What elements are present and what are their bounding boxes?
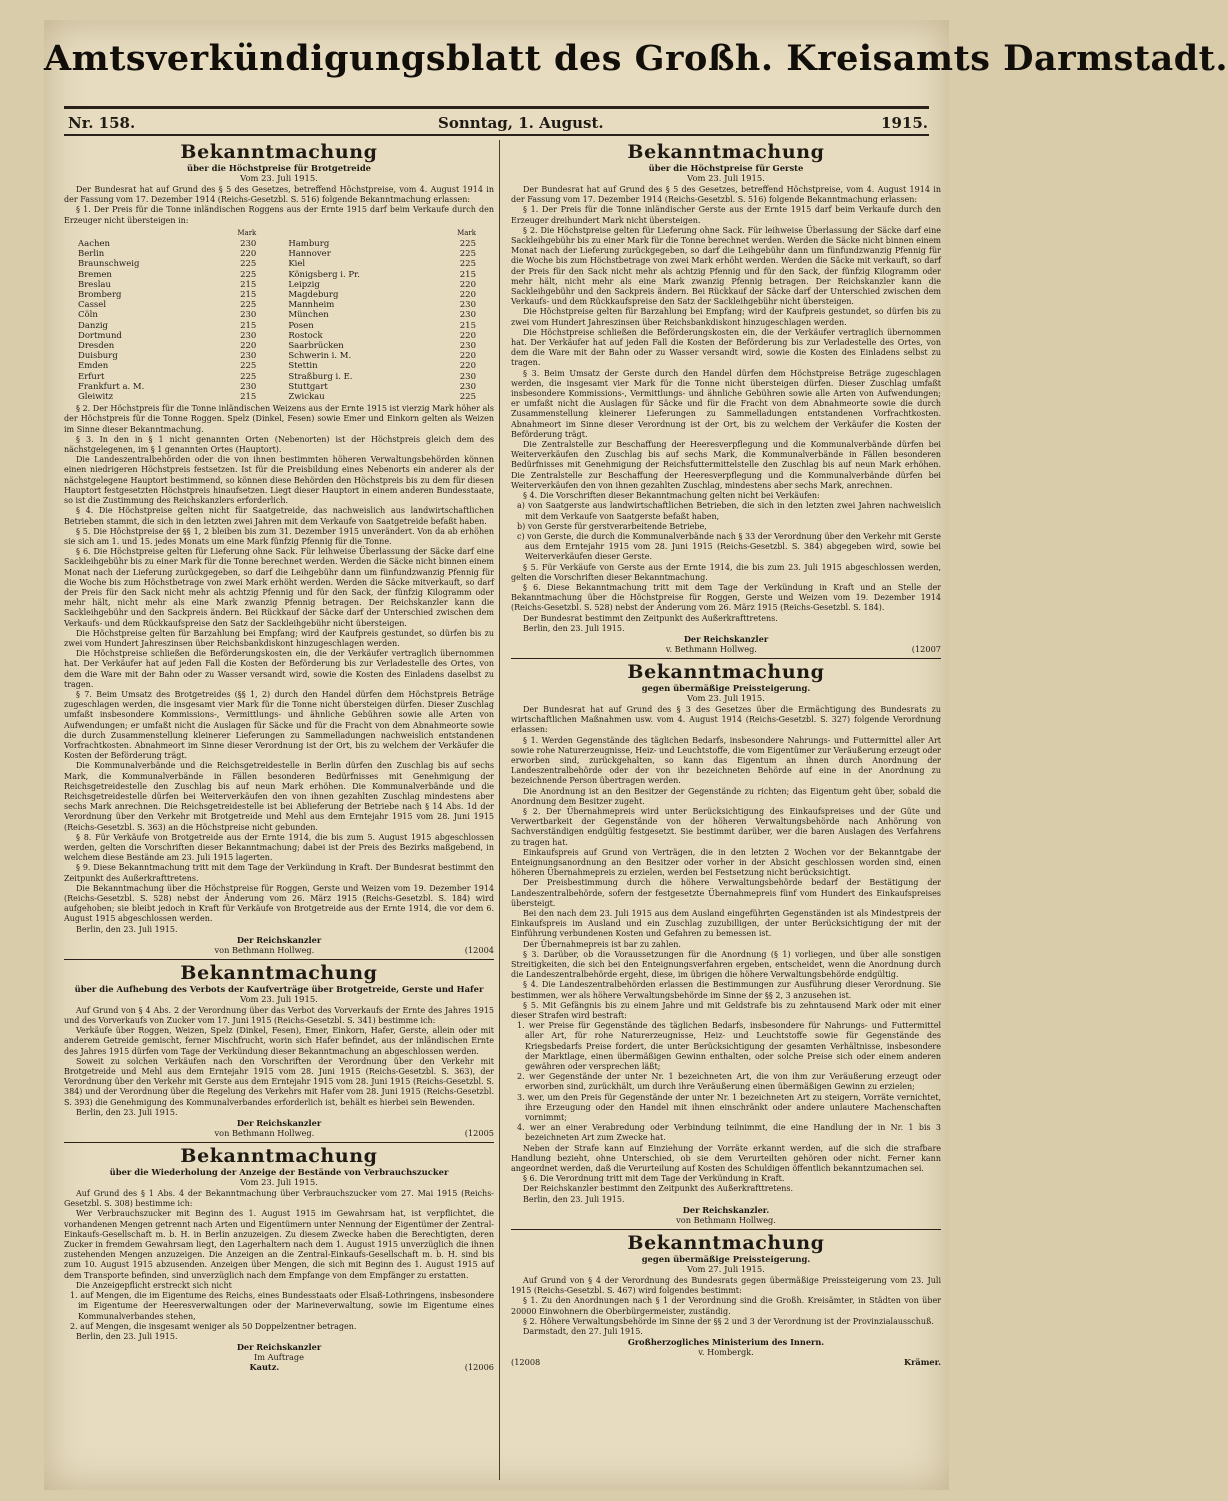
signature-name: Kautz. [249,1362,280,1373]
paragraph: Die Kommunalverbände und die Reichsgetreidestelle in Berlin dürfen den Zuschlag bis auf sechs Mark, die Kommunalverbände in Fällen besonderen Bedürfnisses mit Genehmigung der Reichsgetreidestelle den Zuschlag bis auf neun Mark erhöhen. Die Kommunalverbände und die Reichsgetreidestelle dürfen bei Weiterverkäufen den von ihnen gezahlten Zuschlag mindestens aber sechs Mark anrechnen. Die Reichsgetreidestelle ist bei Ablieferung der Betriebe nach § 14 Abs. 1d der Verordnung über den Verkehr mit Brotgetreide und Mehl aus dem Erntejahr 1915 vom 28. Juni 1915 (Reichs-Gesetzbl. S. 363) an die Höchstpreise nicht gebunden. [64,761,494,832]
paragraph: § 5. Die Höchstpreise der §§ 1, 2 bleiben bis zum 31. Dezember 1915 unverändert. Von da ab erhöhen sie sich am 1. und 15. jedes Monats um eine Mark fünfzig Pfennig für die Tonne. [64,526,494,546]
article-price-gouging-hesse [511,1233,941,1367]
article-subtitle: gegen übermäßige Preissteigerung. [641,1253,811,1264]
price-value: 220 [459,361,476,372]
price-row [64,300,494,310]
paragraph: § 3. Darüber, ob die Voraussetzungen für die Anordnung (§ 1) vorliegen, und über alle sonstigen Streitigkeiten, die sich bei den Enteignungsverfahren ergeben, entscheidet, wenn die Anordnung durch die Landeszentralbehörde ergeht, diese, im übrigen die höhere Verwaltungsbehörde endgültig. [511,949,941,980]
notice-number: (12006 [464,1362,494,1373]
city-name: Straßburg i. E. [288,371,353,382]
list-item: 1. wer Preise für Gegenstände des täglichen Bedarfs, insbesondere für Nahrungs- und Futtermittel aller Art, für rohe Naturerzeugnisse, Heiz- und Leuchtstoffe sowie für Gegenstände des Kriegsbedarfs Preise fordert, die unter Berücksichtigung der gesamten Verhältnisse, insbesondere der Marktlage, einen übermäßigen Gewinn enthalten, oder solche Preise sich oder einem anderen gewähren oder versprechen läßt; [517,1021,941,1072]
signature-name: von Bethmann Hollweg. [214,944,315,955]
list-item: 2. wer Gegenstände der unter Nr. 1 bezeichneten Art, die von ihm zur Veräußerung erzeugt oder erworben sind, zurückhält, um durch ihre Veräußerung einen übermäßigen Gewinn zu erzielen; [517,1072,941,1092]
price-value: 220 [459,279,476,290]
paragraph: § 7. Beim Umsatz des Brotgetreides (§§ 1, 2) durch den Handel dürfen dem Höchstpreis Beträge zugeschlagen werden, die insgesamt vier Mark für die Tonne nicht übersteigen dürfen. Dieser Zuschlag umfaßt insbesondere Kommissions-, Vermittlungs- und ähnliche Gebühren sowie alle Arten von Aufwendungen; er umfaßt nicht die Auslagen für Säcke und für die Fracht von dem Abnahmeorte sowie die durch Zusammenstellung kleinerer Lieferungen zu Sammelladungen nachweislich entstandenen Vorfrachtkosten. Abnahmeort im Sinne dieser Verordnung ist der Ort, bis zu welchem der Verkäufer die Kosten der Beförderung trägt. [64,689,494,761]
article-title: Bekanntmachung [627,1231,825,1254]
price-value: 225 [240,361,257,372]
article-subtitle: über die Aufhebung des Verbots der Kaufverträge über Brotgetreide, Gerste und Hafer [74,983,484,994]
price-value: 225 [459,392,476,403]
paragraph: § 1. Zu den Anordnungen nach § 1 der Verordnung sind die Großh. Kreisämter, in Städten von über 20000 Einwohnern die Oberbürgermeister, zuständig. [511,1296,941,1316]
city-name: Braunschweig [78,259,140,270]
article-separator [511,658,941,659]
paragraph: § 1. Der Preis für die Tonne inländischen Roggens aus der Ernte 1915 darf beim Verkaufe durch den Erzeuger nicht übersteigen in: [64,205,494,225]
article-price-gouging [511,662,941,1225]
paragraph: Die Höchstpreise schließen die Beförderungskosten ein, die der Verkäufer vertraglich übernommen hat. Der Verkäufer hat auf jeden Fall die Kosten der Beförderung bis zur Verladestelle des Ortes, von dem die Ware mit der Bahn oder zu Wasser versandt wird, sowie die Kosten des Einladens daselbst zu tragen. [64,649,494,689]
price-value: 215 [459,269,476,280]
paragraph: § 2. Die Höchstpreise gelten für Lieferung ohne Sack. Für leihweise Überlassung der Säcke darf eine Sackleihgebühr bis zu einer Mark für die Tonne berechnet werden. Werden die Säcke nicht binnen einem Monat nach der Lieferung zurückgegeben, so darf die Leihgebühr dann um fünfundzwanzig Pfennig für die Woche bis zum Höchstbetrage von zwei Mark erhöht werden. Werden die Säcke mit verkauft, so darf der Preis für den Sack nicht mehr als achtzig Pfennig und für den Sack, der fünfzig Kilogramm oder mehr hält, nicht mehr als eine Mark zwanzig Pfennig betragen. Der Reichskanzler kann die Sackleihgebühr und den Sackpreis ändern. Bei Rückkauf der Säcke darf der Unterschied zwischen dem Verkaufs- und dem Rückkaufspreise den Satz der Sackleihgebühr nicht übersteigen. [511,225,941,307]
city-name: Bromberg [78,290,122,301]
signature-row [511,1357,941,1367]
city-name: Stuttgart [288,381,328,392]
price-value: 220 [459,330,476,341]
price-value: 225 [459,249,476,260]
paragraph: Auf Grund von § 4 der Verordnung des Bundesrats gegen übermäßige Preissteigerung vom 23. Juli 1915 (Reichs-Gesetzbl. S. 467) wird folgendes bestimmt: [511,1275,941,1296]
paragraph: § 3. Beim Umsatz der Gerste durch den Handel dürfen dem Höchstpreise Beträge zugeschlagen werden, die insgesamt vier Mark für die Tonne nicht übersteigen dürfen. Dieser Zuschlag umfaßt insbesondere Kommissions-, Vermittlungs- und ähnliche Gebühren sowie alle Arten von Aufwendungen; er umfaßt nicht die Auslagen für Säcke und für die Fracht von dem Abnahmeorte sowie die durch Zusammenstellung kleinerer Lieferungen zu Sammelladungen entstandenen Vorfrachtkosten. Abnahmeort im Sinne dieser Verordnung ist der Ort, bis zu welchem der Verkäufer die Kosten der Beförderung trägt. [511,368,941,439]
paragraph: § 1. Werden Gegenstände des täglichen Bedarfs, insbesondere Nahrungs- und Futtermittel aller Art sowie rohe Naturerzeugnisse, Heiz- und Leuchtstoffe, die vom Eigentümer zur Veräußerung erzeugt oder erworben sind, zurückgehalten, so kann das Eigentum an ihnen durch Anordnung der Landeszentralbehörde oder der von ihr bezeichneten Behörde auf eine in der Anordnung zu bezeichnende Person übertragen werden. [511,735,941,786]
place-date: Berlin, den 23. Juli 1915. [523,623,625,633]
paragraph: § 3. In den in § 1 nicht genannten Orten (Nebenorten) ist der Höchstpreis gleich dem des nächstgelegenen, im § 1 genannten Ortes (Hauptort). [64,434,494,455]
place-date: Darmstadt, den 27. Juli 1915. [523,1326,643,1336]
city-name: Gleiwitz [78,392,114,403]
city-name: Mannheim [288,300,335,311]
price-value: 220 [459,351,476,362]
article-subtitle: über die Wiederholung der Anzeige der Bestände von Verbrauchszucker [109,1167,449,1178]
signature-name: von Bethmann Hollweg. [214,1128,315,1139]
mark-header: Mark [237,228,257,237]
list-item: 1. auf Mengen, die im Eigentume des Reichs, eines Bundesstaats oder Elsaß-Lothringens, insbesondere im Eigentume der Heeresverwaltungen oder der Marineverwaltung, sowie im Eigentume eines Kommunalverbandes stehen, [70,1291,494,1321]
article-grain-prices [64,142,494,955]
price-value: 230 [459,341,476,352]
signature-name: von Bethmann Hollweg. [676,1214,776,1225]
paragraph: § 5. Mit Gefängnis bis zu einem Jahre und mit Geldstrafe bis zu zehntausend Mark oder mit einer dieser Strafen wird bestraft: [511,1000,941,1021]
article-title: Bekanntmachung [180,961,378,984]
city-name: Magdeburg [288,290,339,301]
price-row [64,321,494,331]
notice-number: (12008 [511,1357,541,1368]
list-item: b) von Gerste für gerstverarbeitende Betriebe, [517,521,707,531]
city-name: Aachen [78,239,110,250]
price-row [64,341,494,351]
paragraph: § 2. Höhere Verwaltungsbehörde im Sinne der §§ 2 und 3 der Verordnung ist der Provinzialausschuß. [523,1316,934,1326]
paragraph: Der Reichskanzler bestimmt den Zeitpunkt des Außerkrafttretens. [523,1184,794,1194]
article-date: Vom 23. Juli 1915. [240,173,318,183]
paragraph: Auf Grund des § 1 Abs. 4 der Bekanntmachung über Verbrauchszucker vom 27. Mai 1915 (Reichs-Gesetzbl. S. 308) bestimme ich: [64,1189,494,1209]
place-date: Berlin, den 23. Juli 1915. [76,1107,178,1117]
list-item: 3. wer, um den Preis für Gegenstände der unter Nr. 1 bezeichneten Art zu steigern, Vorräte vernichtet, ihre Erzeugung oder den Handel mit ihnen einschränkt oder andere unlautere Machenschaften vornimmt; [517,1092,941,1123]
left-column [64,140,494,1485]
city-name: Danzig [78,320,108,331]
price-row [64,331,494,341]
price-value: 230 [240,310,257,321]
article-barley-prices [511,142,941,654]
city-name: Berlin [78,249,105,260]
price-row [64,270,494,280]
price-value: 225 [459,259,476,270]
paragraph: § 6. Die Verordnung tritt mit dem Tage der Verkündung in Kraft. [523,1174,785,1184]
article-separator [511,1229,941,1230]
article-purchase-ban [64,963,494,1138]
place-date: Berlin, den 23. Juli 1915. [76,1331,178,1341]
paragraph: § 8. Für Verkäufe von Brotgetreide aus der Ernte 1914, die bis zum 5. August 1915 abgeschlossen werden, gelten die Vorschriften dieser Bekanntmachung; dabei ist der Preis des Bezirks maßgebend, in welchem diese Bestände am 23. Juli 1915 lagerten. [64,832,494,863]
paragraph: § 6. Diese Bekanntmachung tritt mit dem Tage der Verkündung in Kraft und an Stelle der Bekanntmachung über die Höchstpreise für Roggen, Gerste und Weizen vom 19. Dezember 1914 (Reichs-Gesetzbl. S. 528) nebst der Änderung vom 26. März 1915 (Reichs-Gesetzbl. S. 184). [511,582,941,613]
paragraph: Die Höchstpreise gelten für Barzahlung bei Empfang; wird der Kaufpreis gestundet, so dürfen bis zu zwei vom Hundert Jahreszinsen über Reichsbankdiskont hinzugeschlagen werden. [64,628,494,648]
paragraph: Die Landeszentralbehörden oder die von ihnen bestimmten höheren Verwaltungsbehörden können einen niedrigeren Höchstpreis festsetzen. Ist für die Preisbildung eines Nebenorts ein anderer als der nächstgelegene Hauptort bestimmend, so können diese Behörden den Höchstpreis bis zu dem für diesen Hauptort festgesetzten Höchstpreis hinaufsetzen. Liegt dieser Hauptort in einem anderen Bundesstaate, so ist die Zustimmung des Reichskanzlers erforderlich. [64,455,494,506]
price-value: 215 [459,320,476,331]
list-item: 4. wer an einer Verabredung oder Verbindung teilnimmt, die eine Handlung der in Nr. 1 bis 3 bezeichneten Art zum Zwecke hat. [517,1123,941,1143]
notice-number: (12005 [464,1128,494,1139]
city-name: Frankfurt a. M. [78,381,145,392]
city-name: Saarbrücken [288,341,344,352]
price-value: 225 [240,259,257,270]
signature-row [64,1362,494,1372]
article-title: Bekanntmachung [180,141,378,163]
price-value: 215 [240,279,257,290]
price-value: 230 [459,381,476,392]
price-value: 230 [459,310,476,321]
paragraph: Der Bundesrat hat auf Grund des § 3 des Gesetzes über die Ermächtigung des Bundesrats zu wirtschaftlichen Maßnahmen usw. vom 4. August 1914 (Reichs-Gesetzbl. S. 327) folgende Verordnung erlassen: [511,704,941,735]
paragraph: Auf Grund von § 4 Abs. 2 der Verordnung über das Verbot des Vorverkaufs der Ernte des Jahres 1915 und des Vorverkaufs von Zucker vom 17. Juni 1915 (Reichs-Gesetzbl. S. 341) bestimme ich: [64,1005,494,1026]
price-row [64,280,494,290]
article-subtitle: über die Höchstpreise für Brotgetreide [186,163,372,173]
paragraph: Bei den nach dem 23. Juli 1915 aus dem Ausland eingeführten Gegenständen ist als Mindestpreis der Einkaufspreis im Ausland und ein Zuschlag zuzubilligen, der unter Berücksichtigung der mit der Einführung verbundenen Kosten und Gefahren zu bemessen ist. [511,909,941,939]
column-divider [499,140,500,1480]
price-row [64,382,494,392]
paragraph: Die Zentralstelle zur Beschaffung der Heeresverpflegung und die Kommunalverbände dürfen bei Weiterverkäufen den Zuschlag bis auf sechs Mark, die Kommunalverbände in Fällen besonderen Bedürfnisses mit Genehmigung der Reichsfuttermittelstelle den Zuschlag bis auf neun Mark erhöhen. Die Zentralstelle zur Beschaffung der Heeresverpflegung und die Kommunalverbände dürfen bei Weiterverkäufen den von ihnen gezahlten Zuschlag, mindestens aber sechs Mark, anrechnen. [511,440,941,490]
price-value: 220 [240,249,257,260]
signature-name: v. Bethmann Hollweg. [665,643,757,654]
right-column [511,140,941,1485]
signature-row [64,1128,494,1138]
city-name: Duisburg [78,351,118,362]
paragraph: Der Bundesrat hat auf Grund des § 5 des Gesetzes, betreffend Höchstpreise, vom 4. August 1914 in der Fassung vom 17. Dezember 1914 (Reichs-Gesetzbl. S. 516) folgende Bekanntmachung erlassen: [511,185,941,205]
newspaper-page [44,20,1228,1490]
signature-title: Der Reichskanzler [236,1342,322,1353]
price-value: 230 [240,351,257,362]
masthead: Amtsverkündigungsblatt des Großh. Kreisamts Darmstadt. [44,38,1228,79]
paragraph: § 4. Die Vorschriften dieser Bekanntmachung gelten nicht bei Verkäufen: [523,491,820,501]
price-value: 220 [459,290,476,301]
city-name: München [288,310,329,321]
paragraph: Die Höchstpreise schließen die Beförderungskosten ein, die der Verkäufer vertraglich übernommen hat. Der Verkäufer hat auf jeden Fall die Kosten der Beförderung bis zur Verladestelle des Ortes, von dem die Ware mit der Bahn oder zu Wasser versandt wird, sowie die Kosten des Einladens selbst zu tragen. [511,327,941,368]
city-name: Rostock [288,330,323,341]
article-date: Vom 23. Juli 1915. [687,173,765,183]
article-date: Vom 27. Juli 1915. [687,1263,765,1274]
price-row [64,259,494,269]
signature-title: Der Reichskanzler [236,1118,322,1129]
price-value: 225 [459,239,476,250]
price-row [64,372,494,382]
paragraph: § 4. Die Höchstpreise gelten nicht für Saatgetreide, das nachweislich aus landwirtschaftlichen Betrieben stammt, die sich in den letzten zwei Jahren mit dem Verkaufe von Saatgetreide befaßt haben. [64,506,494,526]
price-value: 215 [240,392,257,403]
paragraph: Der Übernahmepreis ist bar zu zahlen. [523,939,681,949]
price-value: 230 [459,371,476,382]
paragraph: Verkäufe über Roggen, Weizen, Spelz (Dinkel, Fesen), Emer, Einkorn, Hafer, Gerste, allein oder mit anderem Getreide gemischt, ferner Mischfrucht, worin sich Hafer befindet, aus der inländischen Ernte des Jahres 1915 dürfen vom Tage der Verkündung dieser Bekanntmachung an abgeschlossen werden. [64,1026,494,1056]
list-item: c) von Gerste, die durch die Kommunalverbände nach § 33 der Verordnung über den Verkehr mit Gerste aus dem Erntejahr 1915 vom 28. Juni 1915 (Reichs-Gesetzbl. S. 384) abgegeben wird, sowie bei Weiterverkäufen dieser Gerste. [517,531,941,562]
price-row [64,310,494,320]
city-name: Kiel [288,259,306,270]
signature-countersign: Krämer. [903,1357,941,1368]
article-date: Vom 23. Juli 1915. [240,1177,318,1188]
article-separator [64,1142,494,1143]
price-value: 225 [240,300,257,311]
place-date: Berlin, den 23. Juli 1915. [523,1194,625,1204]
signature-title: Der Reichskanzler [683,633,769,644]
signature-name: v. Hombergk. [698,1347,754,1358]
signature-row [64,945,494,955]
city-name: Zwickau [288,392,325,403]
paragraph: Wer Verbrauchszucker mit Beginn des 1. August 1915 im Gewahrsam hat, ist verpflichtet, die vorhandenen Mengen getrennt nach Arten und Eigentümern unter Nennung der Eigentümer der Zentral-Einkaufs-Gesellschaft m. b. H. in Berlin anzuzeigen. Zu diesem Zwecke haben die Berechtigten, deren Zucker in fremdem Gewahrsam liegt, den Lagerhaltern nach dem 1. August 1915 unverzüglich die ihnen zustehenden Mengen anzuzeigen. Die Anzeigen an die Zentral-Einkaufs-Gesellschaft m. b. H. sind bis zum 10. August 1915 abzusenden. Anzeigen über Mengen, die sich mit Beginn des 1. August 1915 auf dem Transporte befinden, sind unverzüglich nach dem Empfange von dem Empfänger zu erstatten. [64,1209,494,1280]
price-value: 220 [240,341,257,352]
paragraph: Die Bekanntmachung über die Höchstpreise für Roggen, Gerste und Weizen vom 19. Dezember 1914 (Reichs-Gesetzbl. S. 528) nebst der Änderung vom 26. März 1915 (Reichs-Gesetzbl. S. 184) wird aufgehoben; sie bleibt jedoch in Kraft für Verkäufe von Brotgetreide aus der Ernte 1914, die vor dem 6. August 1915 abgeschlossen werden. [64,883,494,924]
signature-title: Der Reichskanzler [236,934,322,945]
signature-row [511,644,941,654]
price-row [64,392,494,402]
article-subtitle: gegen übermäßige Preissteigerung. [641,682,811,693]
mark-header: Mark [457,228,476,237]
city-name: Stettin [288,361,318,372]
price-value: 230 [240,330,257,341]
paragraph: Neben der Strafe kann auf Einziehung der Vorräte erkannt werden, auf die sich die strafbare Handlung bezieht, ohne Unterschied, ob sie dem Verurteilten gehören oder nicht. Ferner kann angeordnet werden, daß die Verurteilung auf Kosten des Schuldigen öffentlich bekanntzumachen sei. [511,1143,941,1174]
city-name: Cöln [78,310,98,321]
price-row [64,239,494,249]
article-date: Vom 23. Juli 1915. [687,692,765,703]
notice-number: (12004 [464,944,494,955]
paragraph: Der Bundesrat hat auf Grund des § 5 des Gesetzes, betreffend Höchstpreise, vom 4. August 1914 in der Fassung vom 17. Dezember 1914 (Reichs-Gesetzbl. S. 516) folgende Bekanntmachung erlassen: [64,185,494,205]
article-title: Bekanntmachung [627,141,825,163]
article-title: Bekanntmachung [180,1145,378,1168]
price-row [64,361,494,371]
price-row [64,351,494,361]
dateline-rule [64,134,929,136]
paragraph: Die Anzeigepflicht erstreckt sich nicht [76,1280,232,1290]
price-value: 225 [240,269,257,280]
city-name: Dresden [78,341,115,352]
article-date: Vom 23. Juli 1915. [240,993,318,1004]
paragraph: Soweit zu solchen Verkäufen nach den Vorschriften der Verordnung über den Verkehr mit Brotgetreide und Mehl aus dem Erntejahr 1915 vom 28. Juni 1915 (Reichs-Gesetzbl. S. 363), der Verordnung über den Verkehr mit Gerste aus dem Erntejahr 1915 vom 28. Juni 1915 (Reichs-Gesetzbl. S. 384) und der Verordnung über die Regelung des Verkehrs mit Hafer vom 28. Juni 1915 (Reichs-Gesetzbl. S. 393) die Genehmigung des Kommunalverbandes erforderlich ist, behält es hierbei sein Bewenden. [64,1056,494,1107]
paragraph: Die Anordnung ist an den Besitzer der Gegenstände zu richten; das Eigentum geht über, sobald die Anordnung dem Besitzer zugeht. [511,786,941,806]
city-name: Hannover [288,249,331,260]
city-name: Emden [78,361,109,372]
paragraph: Der Bundesrat bestimmt den Zeitpunkt des Außerkrafttretens. [523,613,778,623]
article-separator [64,959,494,960]
price-value: 230 [240,381,257,392]
paragraph: Die Höchstpreise gelten für Barzahlung bei Empfang; wird der Kaufpreis gestundet, so dürfen bis zu zwei vom Hundert Jahreszinsen über Reichsbankdiskont hinzugeschlagen werden. [511,307,941,327]
article-sugar-stocks [64,1146,494,1372]
city-name: Königsberg i. Pr. [288,269,360,280]
price-row [64,290,494,300]
paragraph: Einkaufspreis auf Grund von Verträgen, die in den letzten 2 Wochen vor der Bekanntgabe der Enteignungsanordnung an den Besitzer oder vorher in der Absicht geschlossen worden sind, einen höheren Übernahmepreis zu erzielen, werden bei Festsetzung nicht berücksichtigt. [511,847,941,878]
signature-subtitle: Im Auftrage [254,1352,304,1363]
city-name: Hamburg [288,239,330,250]
dateline [68,114,928,134]
article-title: Bekanntmachung [627,660,825,683]
issue-date: Sonntag, 1. August. [438,114,604,132]
paragraph: Der Preisbestimmung durch die höhere Verwaltungsbehörde bedarf der Bestätigung der Landeszentralbehörde, sofern der festgesetzte Übernahmepreis fünf vom Hundert des Einkaufspreises übersteigt. [511,878,941,908]
paragraph: § 6. Die Höchstpreise gelten für Lieferung ohne Sack. Für leihweise Überlassung der Säcke darf eine Sackleihgebühr bis zu einer Mark für die Tonne berechnet werden. Werden die Säcke nicht binnen einem Monat nach der Lieferung zurückgegeben, so darf die Leihgebühr dann um fünfundzwanzig Pfennig für die Woche bis zum Höchstbetrage von zwei Mark erhöht werden. Werden die Säcke mitverkauft, so darf der Preis für den Sack nicht mehr als achtzig Pfennig und für den Sack, der fünfzig Kilogramm oder mehr hält, nicht mehr als eine Mark zwanzig Pfennig betragen. Der Reichskanzler kann die Sackleihgebühr und den Sackpreis ändern. Bei Rückkauf der Säcke darf der Unterschied zwischen dem Verkaufs- und dem Rückkaufspreise den Satz der Sackleihgebühr nicht übersteigen. [64,547,494,628]
city-name: Dortmund [78,330,122,341]
price-value: 230 [240,239,257,250]
city-name: Leipzig [288,279,320,290]
signature-title: Großherzogliches Ministerium des Innern. [627,1337,825,1348]
paragraph: § 2. Der Höchstpreis für die Tonne inländischen Weizens aus der Ernte 1915 ist vierzig Mark höher als der Höchstpreis für die Tonne Roggen. Spelz (Dinkel, Fesen) sowie Emer und Einkorn gelten als Weizen im Sinne dieser Bekanntmachung. [64,404,494,434]
city-name: Schwerin i. M. [288,351,352,362]
price-value: 225 [240,371,257,382]
city-name: Bremen [78,269,112,280]
notice-number: (12007 [911,643,941,654]
issue-year: 1915. [881,114,928,132]
city-name: Cassel [78,300,107,311]
price-value: 215 [240,320,257,331]
paragraph: § 5. Für Verkäufe von Gerste aus der Ernte 1914, die bis zum 23. Juli 1915 abgeschlossen werden, gelten die Vorschriften dieser Bekanntmachung. [511,562,941,582]
price-row [64,249,494,259]
price-table [64,227,494,402]
paragraph: § 2. Der Übernahmepreis wird unter Berücksichtigung des Einkaufspreises und der Güte und Verwertbarkeit der Gegenstände von der höheren Verwaltungsbehörde nach Anhörung von Sachverständigen endgültig festgesetzt. Sie bestimmt darüber, wer die baren Auslagen des Verfahrens zu tragen hat. [511,806,941,847]
city-name: Posen [288,320,314,331]
list-item: 2. auf Mengen, die insgesamt weniger als 50 Doppelzentner betragen. [70,1321,357,1331]
price-value: 230 [459,300,476,311]
paragraph: § 1. Der Preis für die Tonne inländischer Gerste aus der Ernte 1915 darf beim Verkaufe durch den Erzeuger dreihundert Mark nicht übersteigen. [511,205,941,225]
city-name: Breslau [78,279,111,290]
list-item: a) von Saatgerste aus landwirtschaftlichen Betrieben, die sich in den letzten zwei Jahren nachweislich mit dem Verkaufe von Saatgerste befaßt haben, [517,501,941,521]
signature-title: Der Reichskanzler. [682,1204,770,1215]
masthead-rule [64,106,929,109]
city-name: Erfurt [78,371,105,382]
article-subtitle: über die Höchstpreise für Gerste [648,163,804,173]
issue-number: Nr. 158. [68,114,136,132]
paragraph: § 9. Diese Bekanntmachung tritt mit dem Tage der Verkündung in Kraft. Der Bundesrat bestimmt den Zeitpunkt des Außerkrafttretens. [64,863,494,883]
paragraph: § 4. Die Landeszentralbehörden erlassen die Bestimmungen zur Ausführung dieser Verordnung. Sie bestimmen, wer als höhere Verwaltungsbehörde im Sinne der §§ 2, 3 anzusehen ist. [511,980,941,1000]
price-value: 215 [240,290,257,301]
place-date: Berlin, den 23. Juli 1915. [76,924,178,934]
